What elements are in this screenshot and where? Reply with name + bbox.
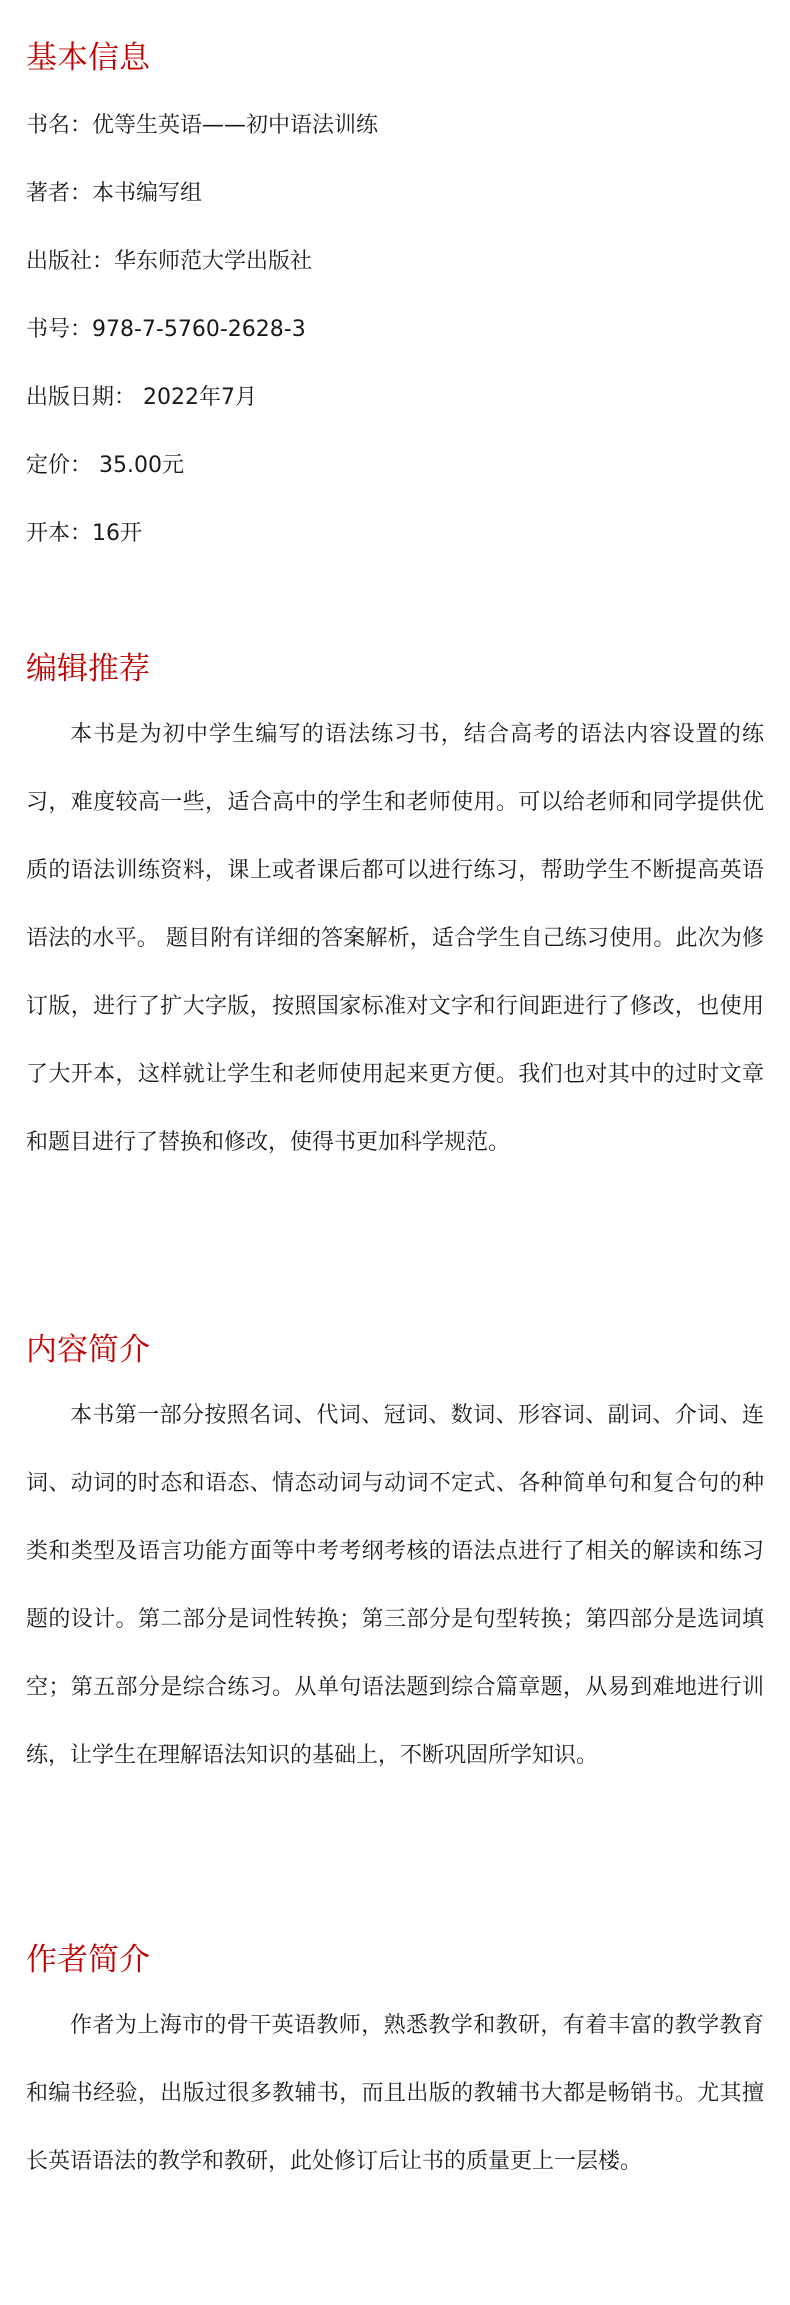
publisher-field: 出版社：华东师范大学出版社 (26, 249, 313, 274)
isbn-field: 书号：978-7-5760-2628-3 (26, 317, 306, 342)
editor-recommendation-text: 本书是为初中学生编写的语法练习书，结合高考的语法内容设置的练习，难度较高一些，适合高中的学生和老师使用。可以给老师和同学提供优质的语法训练资料，课上或者课后都可以进行练习，帮助学生不断提高英语语法的水平。 题目附有详细的答案解析，适合学生自己练习使用。此次为修订版，进行了扩大字版，按照国家标准对文字和行间距进行了修改，也使用了大开本，这样就让学生和老师使用起来更方便。我们也对其中的过时文章和题目进行了替换和修改，使得书更加科学规范。 (26, 722, 764, 1155)
basic-info-section (26, 38, 764, 548)
content-summary-section (26, 1330, 764, 1790)
content-summary-title: 内容简介 (26, 1332, 150, 1368)
publish-date-field: 出版日期： 2022年7月 (26, 385, 257, 410)
price-field: 定价： 35.00元 (26, 453, 184, 478)
editor-recommendation-title: 编辑推荐 (26, 651, 150, 687)
editor-recommendation-section (26, 649, 764, 1177)
format-field: 开本：16开 (26, 521, 142, 546)
author-intro-section (26, 1940, 764, 2196)
content-summary-text: 本书第一部分按照名词、代词、冠词、数词、形容词、副词、介词、连词、动词的时态和语态、情态动词与动词不定式、各种简单句和复合句的种类和类型及语言功能方面等中考考纲考核的语法点进行了相关的解读和练习题的设计。第二部分是词性转换；第三部分是句型转换；第四部分是选词填空；第五部分是综合练习。从单句语法题到综合篇章题，从易到难地进行训练，让学生在理解语法知识的基础上，不断巩固所学知识。 (26, 1403, 764, 1768)
author-field: 著者：本书编写组 (26, 181, 203, 206)
basic-info-title: 基本信息 (26, 40, 150, 76)
book-title-field: 书名：优等生英语——初中语法训练 (26, 113, 379, 138)
author-intro-text: 作者为上海市的骨干英语教师，熟悉教学和教研，有着丰富的教学教育和编书经验，出版过很多教辅书，而且出版的教辅书大都是畅销书。尤其擅长英语语法的教学和教研，此处修订后让书的质量更上一层楼。 (26, 2013, 764, 2174)
author-intro-title: 作者简介 (26, 1942, 150, 1978)
